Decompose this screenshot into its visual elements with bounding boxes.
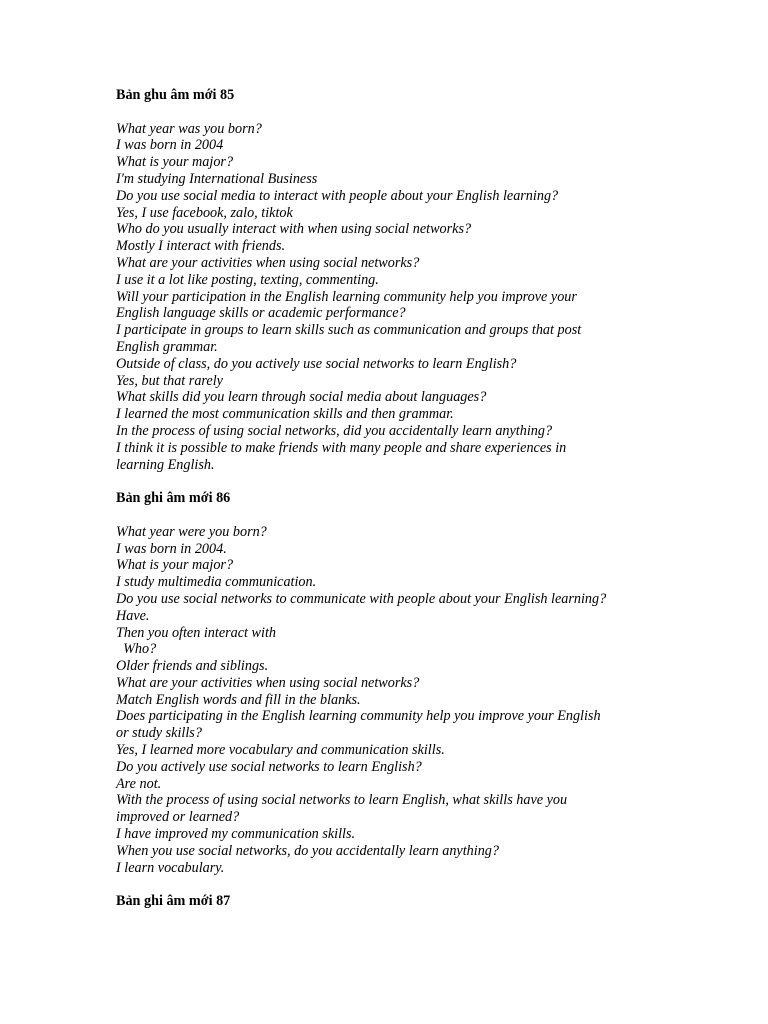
- transcript-line: Do you actively use social networks to learn English?: [116, 758, 422, 775]
- transcript-line: Do you use social media to interact with people about your English learning?: [116, 187, 559, 204]
- section-heading: Bản ghi âm mới 87: [116, 893, 231, 910]
- section-heading: Bản ghu âm mới 85: [116, 87, 235, 103]
- transcript-line: Do you use social networks to communicate with people about your English learning?: [116, 590, 607, 607]
- transcript-line: I was born in 2004.: [116, 540, 227, 557]
- transcript-line: learning English.: [116, 456, 215, 473]
- transcript-line: Who?: [116, 641, 157, 658]
- transcript-line: Match English words and fill in the blanks.: [116, 691, 361, 708]
- transcript-line: Outside of class, do you actively use social networks to learn English?: [116, 355, 517, 372]
- transcript-section: [116, 524, 676, 877]
- transcript-line: Older friends and siblings.: [116, 658, 269, 675]
- transcript-line: Yes, I learned more vocabulary and communication skills.: [116, 742, 445, 759]
- transcript-line: or study skills?: [116, 725, 202, 742]
- transcript-line: What year were you born?: [116, 523, 267, 540]
- transcript-line: I study multimedia communication.: [116, 574, 317, 591]
- transcript-line: Who do you usually interact with when using social networks?: [116, 221, 472, 238]
- transcript-line: I learned the most communication skills and then grammar.: [116, 406, 454, 423]
- transcript-section: [116, 121, 676, 474]
- transcript-line: I learn vocabulary.: [116, 859, 225, 876]
- transcript-line: What is your major?: [116, 557, 234, 574]
- transcript-line: What are your activities when using social networks?: [116, 254, 420, 271]
- transcript-line: I'm studying International Business: [116, 170, 318, 187]
- transcript-line: Have.: [116, 607, 150, 624]
- transcript-line: I have improved my communication skills.: [116, 826, 356, 843]
- transcript-line: Yes, but that rarely: [116, 372, 223, 389]
- transcript-line: Does participating in the English learning community help you improve your English: [116, 708, 601, 725]
- transcript-line: Mostly I interact with friends.: [116, 238, 286, 255]
- transcript-line: With the process of using social networks to learn English, what skills have you: [116, 792, 568, 809]
- transcript-line: English language skills or academic performance?: [116, 305, 406, 322]
- transcript-line: What skills did you learn through social media about languages?: [116, 389, 487, 406]
- transcript-line: Yes, I use facebook, zalo, tiktok: [116, 204, 293, 221]
- transcript-line: In the process of using social networks, did you accidentally learn anything?: [116, 422, 553, 439]
- transcript-line: Will your participation in the English learning community help you improve your: [116, 288, 577, 305]
- transcript-line: What are your activities when using social networks?: [116, 674, 420, 691]
- transcript-line: Are not.: [116, 775, 162, 792]
- transcript-line: I was born in 2004: [116, 137, 224, 154]
- transcript-line: Then you often interact with: [116, 624, 276, 641]
- transcript-line: I think it is possible to make friends with many people and share experiences in: [116, 439, 567, 456]
- transcript-line: What year was you born?: [116, 120, 262, 137]
- section-heading: Bản ghi âm mới 86: [116, 490, 231, 507]
- transcript-line: When you use social networks, do you accidentally learn anything?: [116, 842, 499, 859]
- transcript-line: What is your major?: [116, 154, 234, 171]
- transcript-line: English grammar.: [116, 338, 218, 355]
- transcript-line: I participate in groups to learn skills such as communication and groups that post: [116, 322, 582, 339]
- transcript-line: I use it a lot like posting, texting, commenting.: [116, 271, 379, 288]
- transcript-line: improved or learned?: [116, 809, 240, 826]
- document-page: [116, 87, 676, 910]
